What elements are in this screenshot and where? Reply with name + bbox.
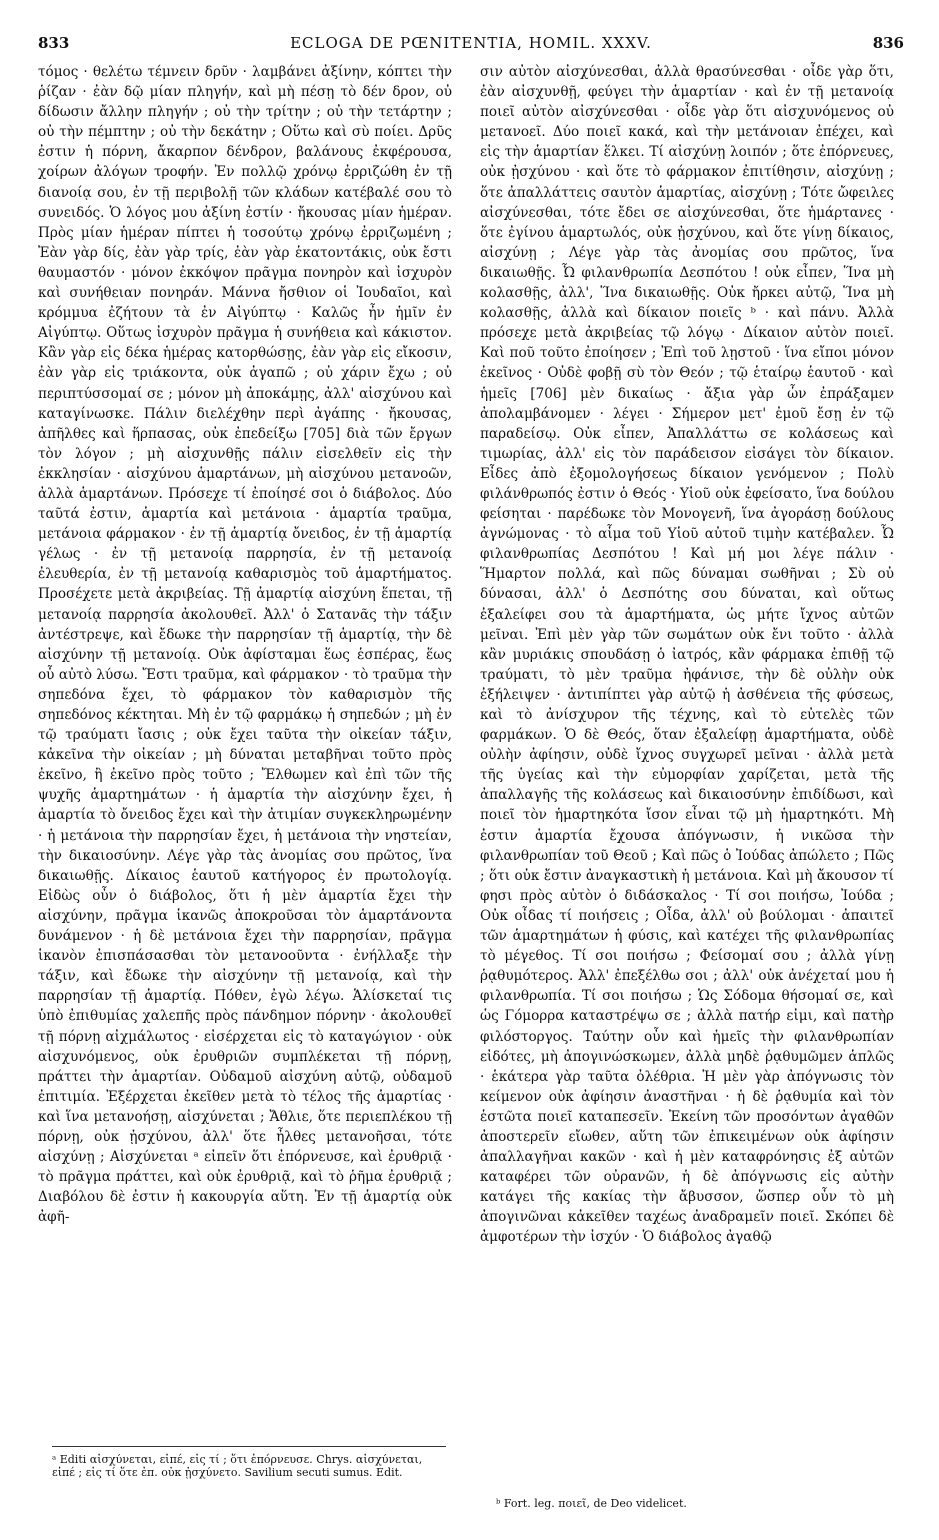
footnote-b: ᵇ Fort. leg. ποιεῖ, de Deo videlicet. (496, 1497, 687, 1510)
footnote-a: ᵃ Editi αἰσχύνεται, εἰπέ, εἰς τί ; ὅτι ἐπόρνευσε. Chrys. αἰσχύνεται, εἰπέ ; εἰς τί ὅτε ἐπ. οὐκ ᾐσχύνετο. Savilium secuti sumus. Edit. (52, 1446, 446, 1479)
left-column (38, 62, 452, 1442)
right-column (480, 62, 894, 1442)
right-column-text: σιν αὐτὸν αἰσχύνεσθαι, ἀλλὰ θρασύνεσθαι · οἶδε γὰρ ὅτι, ἐὰν αἰσχυνθῇ, φεύγει τὴν ἁμαρτίαν · καὶ ἐν τῇ μετανοίᾳ ποιεῖ αὐτὸν αἰσχύνεσθαι · οἶδε γὰρ ὅτι αἰσχυνόμενος οὐ μετανοεῖ. Δύο ποιεῖ κακά, καὶ τὴν μετάνοιαν ἐπέχει, καὶ εἰς τὴν ἁμαρτίαν ἕλκει. Τί αἰσχύνῃ λοιπόν ; ὅτε ἐπόρνευες, οὐκ ᾐσχύνου · καὶ ὅτε τὸ φάρμακον ἐπιτίθησιν, αἰσχύνῃ ; ὅτε ἀπαλλάττεις σαυτὸν ἁμαρτίας, αἰσχύνῃ ; Τότε ὤφειλες αἰσχύνεσθαι, τότε ἔδει σε αἰσχύνεσθαι, ὅτε ἡμάρτανες · ὅτε ἐγίνου ἁμαρτωλός, οὐκ ᾐσχύνου, καὶ ὅτε γίνῃ δίκαιος, αἰσχύνῃ ; Λέγε γὰρ τὰς ἀνομίας σου πρῶτος, ἵνα δικαιωθῇς. Ὦ φιλανθρωπία Δεσπότου ! οὐκ εἶπεν, Ἵνα μὴ κολασθῇς, ἀλλ', Ἵνα δικαιωθῇς. Οὐκ ἤρκει αὐτῷ, Ἵνα μὴ κολασθῇς, ἀλλὰ καὶ δίκαιον ποιεῖς ᵇ · καὶ πάνυ. Ἀλλὰ πρόσεχε μετὰ ἀκριβείας τῷ λόγῳ · Δίκαιον αὐτὸν ποιεῖ. Καὶ ποῦ τοῦτο ἐποίησεν ; Ἐπὶ τοῦ λῃστοῦ · ἵνα εἴποι μόνον ἐκεῖνος · Οὐδὲ φοβῇ σὺ τὸν Θεόν ; τῷ ἑταίρῳ ἑαυτοῦ · καὶ ἡμεῖς [706] μὲν δικαίως · ἄξια γὰρ ὧν ἐπράξαμεν ἀπολαμβάνομεν · λέγει · Σήμερον μετ' ἐμοῦ ἔσῃ ἐν τῷ παραδείσῳ. Οὐκ εἶπεν, Ἀπαλλάττω σε κολάσεως καὶ τιμωρίας, ἀλλ' εἰς τὸν παράδεισον εἰσάγει τὸν δίκαιον. Εἶδες ἀπὸ ἐξομολογήσεως δίκαιον γενόμενον ; Πολὺ φιλάνθρωπός ἐστιν ὁ Θεός · Υἱοῦ οὐκ ἐφείσατο, ἵνα δούλου φείσηται · παρέδωκε τὸν Μονογενῆ, ἵνα ἀγοράσῃ δούλους ἀγνώμονας · τὸ αἷμα τοῦ Υἱοῦ αὐτοῦ τιμὴν κατέβαλεν. Ὦ φιλανθρωπίας Δεσπότου ! Καὶ μή μοι λέγε πάλιν · Ἥμαρτον πολλά, καὶ πῶς δύναμαι σωθῆναι ; Σὺ οὐ δύνασαι, ἀλλ' ὁ Δεσπότης σου δύναται, καὶ οὕτως ἐξαλείφει σου τὰ ἁμαρτήματα, ὡς μήτε ἴχνος αὐτῶν μεῖναι. Ἐπὶ μὲν γὰρ τῶν σωμάτων οὐκ ἔνι τοῦτο · ἀλλὰ κἂν μυριάκις σπουδάσῃ ὁ ἰατρός, κἂν φάρμακα ἐπιθῇ τῷ τραύματι, τὸ μὲν τραῦμα ἠφάνισε, τὴν δὲ οὐλὴν οὐκ ἐξήλειψεν · ἀντιπίπτει γὰρ αὐτῷ ἡ ἀσθένεια τῆς φύσεως, καὶ τὸ ἀνίσχυρον τῆς τέχνης, καὶ τὸ εὐτελὲς τῶν φαρμάκων. Ὁ δὲ Θεός, ὅταν ἐξαλείφῃ ἁμαρτήματα, οὐδὲ οὐλὴν ἀφίησιν, οὐδὲ ἴχνος συγχωρεῖ μεῖναι · ἀλλὰ μετὰ τῆς ὑγείας καὶ τὴν εὐμορφίαν χαρίζεται, μετὰ τῆς ἀπαλλαγῆς τῆς κολάσεως καὶ δικαιοσύνην ἐπιδίδωσι, καὶ ποιεῖ τὸν ἡμαρτηκότα ἴσον εἶναι τῷ μὴ ἡμαρτηκότι. Μὴ ἐστιν ἁμαρτία ἔχουσα ἀπόγνωσιν, ἡ νικῶσα τὴν φιλανθρωπίαν τοῦ Θεοῦ ; Καὶ πῶς ὁ Ἰούδας ἀπώλετο ; Πῶς ; ὅτι οὐκ ἔστιν ἀναγκαστικὴ ἡ μετάνοια. Καὶ μὴ ἄκουσον τί φησι πρὸς αὐτὸν ὁ διδάσκαλος · Τί σοι ποιήσω, Ἰούδα ; Οὐκ οἶδας τί ποιήσεις ; Οἶδα, ἀλλ' οὐ βούλομαι · ἀπαιτεῖ τῶν ἁμαρτημάτων ἡ φύσις, καὶ κατέχει τῆς φιλανθρωπίας τὸ μέγεθος. Τί σοι ποιήσω ; Φείσομαί σου ; ἀλλὰ γίνῃ ῥᾳθυμότερος. Ἀλλ' ἐπεξέλθω σοι ; ἀλλ' οὐκ ἀνέχεταί μου ἡ φιλανθρωπία. Τί σοι ποιήσω ; Ὡς Σόδομα θήσομαί σε, καὶ ὡς Γόμορρα καταστρέψω σε ; ἀλλὰ πατήρ εἰμι, καὶ πατὴρ φιλόστοργος. Ταύτην οὖν καὶ ἡμεῖς τὴν φιλανθρωπίαν εἰδότες, μὴ ἀπογινώσκωμεν, ἀλλὰ μηδὲ ῥᾳθυμῶμεν ἁπλῶς · ἑκάτερα γὰρ ταῦτα ὀλέθρια. Ἡ μὲν γὰρ ἀπόγνωσις τὸν κείμενον οὐκ ἀφίησιν ἀναστῆναι · ἡ δὲ ῥᾳθυμία καὶ τὸν ἑστῶτα ποιεῖ καταπεσεῖν. Ἐκείνη τῶν προσόντων ἀγαθῶν ἀποστερεῖν εἴωθεν, αὕτη τῶν ἐπικειμένων οὐκ ἀφίησιν ἀπαλλαγῆναι κακῶν · καὶ ἡ μὲν καταφρόνησις ἐξ αὐτῶν καταφέρει τῶν οὐρανῶν, ἡ δὲ ἀπόγνωσις εἰς αὐτὴν κατάγει τῆς κακίας τὴν ἄβυσσον, ὥσπερ οὖν τὸ μὴ ἀπογινῶναι κἀκεῖθεν ταχέως ἀναδραμεῖν ποιεῖ. Σκόπει δὲ ἀμφοτέρων τὴν ἰσχύν · Ὁ διάβολος ἀγαθῷ (480, 64, 894, 1246)
page-number-right: 836 (872, 34, 904, 52)
page-header (38, 34, 904, 56)
page-number-left: 833 (38, 34, 70, 52)
running-title: ECLOGA DE PŒNITENTIA, HOMIL. XXXV. (290, 34, 652, 52)
left-column-text: τόμος · θελέτω τέμνειν δρῦν · λαμβάνει ἀξίνην, κόπτει τὴν ῥίζαν · ἐὰν δῷ μίαν πληγήν, καὶ μὴ πέσῃ τὸ δέν δρον, οὐ δίδωσιν ἄλλην πληγήν ; οὐ τὴν τρίτην ; οὐ τὴν τετάρτην ; οὐ τὴν πέμπτην ; οὐ τὴν δεκάτην ; Οὕτω καὶ σὺ ποίει. Δρῦς ἐστιν ἡ πόρνη, ἄκαρπον δένδρον, βαλάνους ἐκφέρουσα, χοίρων ἀλόγων τροφήν. Ἐν πολλῷ χρόνῳ ἐρριζώθη ἐν τῇ διανοίᾳ σου, ἐν τῇ περιβολῇ τῶν κλάδων κατέβαλέ σου τὸ συνειδός. Ὁ λόγος μου ἀξίνη ἐστίν · ἤκουσας μίαν ἡμέραν. Πρὸς μίαν ἡμέραν πίπτει ἡ τοσούτῳ χρόνῳ ἐρριζωμένη ; Ἐὰν γὰρ δίς, ἐὰν γὰρ τρίς, ἐὰν γὰρ ἑκατοντάκις, οὐκ ἔστι θαυμαστόν · μόνον ἐκκόψον πρᾶγμα πονηρὸν καὶ ἰσχυρὸν καὶ συνήθειαν πονηράν. Μάννα ἤσθιον οἱ Ἰουδαῖοι, καὶ κρόμμυα ἐζήτουν τὰ ἐν Αἰγύπτῳ · Καλῶς ἦν ἡμῖν ἐν Αἰγύπτῳ. Οὕτως ἰσχυρὸν πρᾶγμα ἡ συνήθεια καὶ κάκιστον. Κἂν γὰρ εἰς δέκα ἡμέρας κατορθώσῃς, ἐὰν γὰρ εἰς εἴκοσιν, ἐὰν γὰρ εἰς τριάκοντα, οὐκ ἀγαπῶ ; οὐ χάριν ἔχω ; οὐ περιπτύσσομαί σε ; μόνον μὴ ἀποκάμῃς, ἀλλ' αἰσχύνου καὶ καταγίνωσκε. Πάλιν διελέχθην περὶ ἀγάπης · ἤκουσας, ἀπῆλθες καὶ ἥρπασας, οὐκ ἐπεδείξω [705] διὰ τῶν ἔργων τὸν λόγον ; μὴ αἰσχυνθῇς πάλιν εἰσελθεῖν εἰς τὴν ἐκκλησίαν · αἰσχύνου ἁμαρτάνων, μὴ αἰσχύνου μετανοῶν, ἀλλὰ ἁμαρτάνων. Πρόσεχε τί ἐποίησέ σοι ὁ διάβολος. Δύο ταῦτά ἐστιν, ἁμαρτία καὶ μετάνοια · ἁμαρτία τραῦμα, μετάνοια φάρμακον · ἐν τῇ ἁμαρτίᾳ ὄνειδος, ἐν τῇ ἁμαρτίᾳ γέλως · ἐν τῇ μετανοίᾳ παρρησία, ἐν τῇ μετανοίᾳ ἐλευθερία, ἐν τῇ μετανοίᾳ καθαρισμὸς τοῦ ἁμαρτήματος. Προσέχετε μετὰ ἀκριβείας. Τῇ ἁμαρτίᾳ αἰσχύνη ἕπεται, τῇ μετανοίᾳ παρρησία ἀκολουθεῖ. Ἀλλ' ὁ Σατανᾶς τὴν τάξιν ἀντέστρεψε, καὶ ἔδωκε τὴν παρρησίαν τῇ ἁμαρτίᾳ, τὴν δὲ αἰσχύνην τῇ μετανοίᾳ. Οὐκ ἀφίσταμαι ἕως ἑσπέρας, ἕως οὗ αὐτὸ λύσω. Ἔστι τραῦμα, καὶ φάρμακον · τὸ τραῦμα τὴν σηπεδόνα ἔχει, τὸ φάρμακον τὸν καθαρισμὸν τῆς σηπεδόνος κέκτηται. Μὴ ἐν τῷ φαρμάκῳ ἡ σηπεδών ; μὴ ἐν τῷ τραύματι ἴασις ; οὐκ ἔχει ταῦτα τὴν οἰκείαν τάξιν, κἀκεῖνα τὴν οἰκείαν ; μὴ δύναται μεταβῆναι τοῦτο πρὸς ἐκεῖνο, ἢ ἐκεῖνο πρὸς τοῦτο ; Ἔλθωμεν καὶ ἐπὶ τῶν τῆς ψυχῆς ἁμαρτημάτων · ἡ ἁμαρτία τὴν αἰσχύνην ἔχει, ἡ ἁμαρτία τὸ ὄνειδος ἔχει καὶ τὴν ἀτιμίαν συγκεκληρωμένην · ἡ μετάνοια τὴν παρρησίαν ἔχει, ἡ μετάνοια τὴν νηστείαν, τὴν δικαιοσύνην. Λέγε γὰρ τὰς ἀνομίας σου πρῶτος, ἵνα δικαιωθῇς. Δίκαιος ἑαυτοῦ κατήγορος ἐν πρωτολογίᾳ. Εἰδὼς οὖν ὁ διάβολος, ὅτι ἡ μὲν ἁμαρτία ἔχει τὴν αἰσχύνην, πρᾶγμα ἱκανῶς ἀποκροῦσαι τὸν ἁμαρτάνοντα δυνάμενον · ἡ δὲ μετάνοια ἔχει τὴν παρρησίαν, πρᾶγμα ἱκανὸν ἐπισπάσασθαι τὸν μετανοοῦντα · ἐνήλλαξε τὴν τάξιν, καὶ ἔδωκε τὴν αἰσχύνην τῇ μετανοίᾳ, καὶ τὴν παρρησίαν τῇ ἁμαρτίᾳ. Πόθεν, ἐγὼ λέγω. Ἁλίσκεταί τις ὑπὸ ἐπιθυμίας χαλεπῆς πρὸς πάνδημον πόρνην · ἀκολουθεῖ τῇ πόρνῃ αἰχμάλωτος · εἰσέρχεται εἰς τὸ καταγώγιον · οὐκ αἰσχυνόμενος, οὐκ ἐρυθριῶν συμπλέκεται τῇ πόρνῃ, πράττει τὴν ἁμαρτίαν. Οὐδαμοῦ αἰσχύνη αὐτῷ, οὐδαμοῦ ἐπιτιμία. Ἐξέρχεται ἐκεῖθεν μετὰ τὸ τέλος τῆς ἁμαρτίας · καὶ ἵνα μετανοήσῃ, αἰσχύνεται ; Ἄθλιε, ὅτε περιεπλέκου τῇ πόρνῃ, οὐκ ᾐσχύνου, ἀλλ' ὅτε ἦλθες μετανοῆσαι, τότε αἰσχύνῃ ; Αἰσχύνεται ᵃ εἰπεῖν ὅτι ἐπόρνευσε, καὶ ἐρυθριᾷ · τὸ πρᾶγμα πράττει, καὶ οὐκ ἐρυθριᾷ, καὶ τὸ ῥῆμα ἐρυθριᾷ ; Διαβόλου δὲ ἐστιν ἡ κακουργία αὕτη. Ἐν τῇ ἁμαρτίᾳ οὐκ ἀφῆ- (38, 64, 452, 1226)
